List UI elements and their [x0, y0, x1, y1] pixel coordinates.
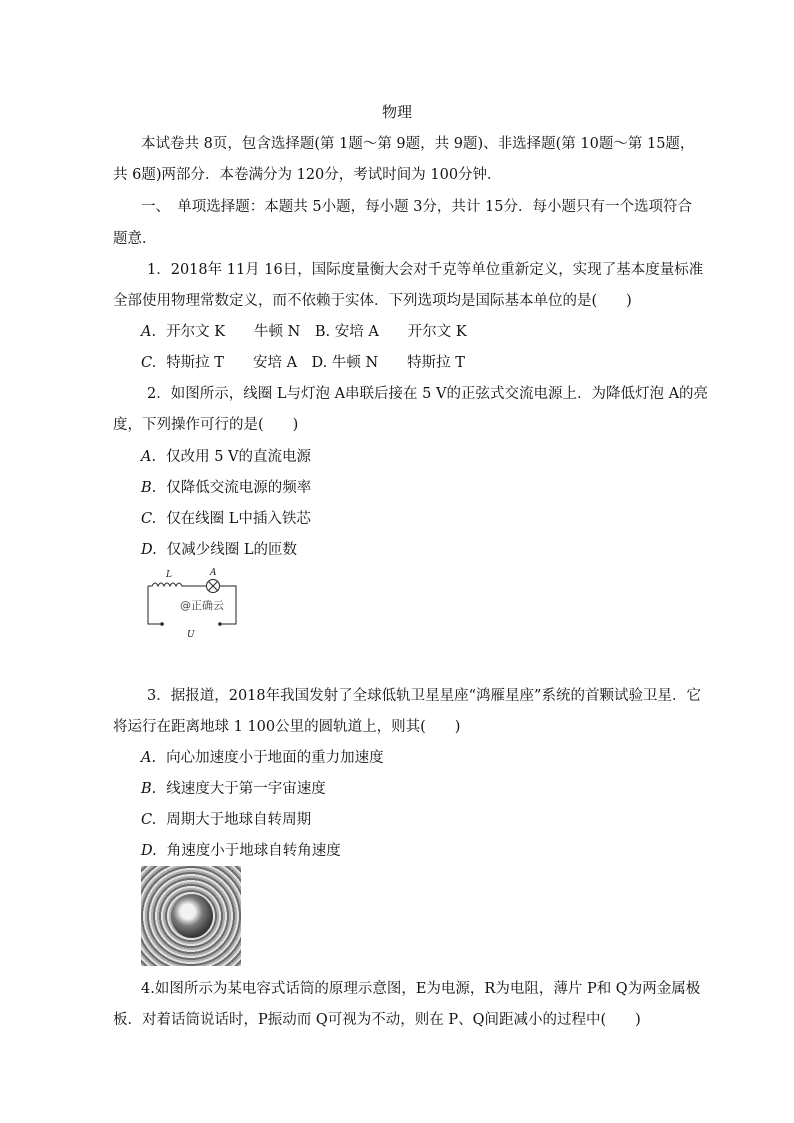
q3-option-a — [141, 748, 384, 768]
option-letter: D. — [141, 843, 157, 859]
q2-option-b — [141, 478, 311, 498]
option-text: 仅降低交流电源的频率 — [166, 480, 312, 496]
q4-stem-line-1: 4.如图所示为某电容式话筒的原理示意图，E为电源，R为电阻，薄片 P和 Q为两金属极 — [141, 981, 701, 997]
option-text: 开尔文 K 牛顿 N B. 安培 A 开尔文 K — [166, 324, 467, 340]
q2-stem-line-2: 度，下列操作可行的是( ) — [113, 417, 299, 433]
voltage-label: U — [187, 630, 195, 640]
intro-line-2: 共 6题)两部分．本卷满分为 120分，考试时间为 100分钟． — [113, 167, 502, 183]
coil-label: L — [166, 570, 172, 580]
q3-option-d — [141, 841, 341, 861]
option-text: 仅减少线圈 L的匝数 — [166, 542, 297, 558]
q3-option-c — [141, 810, 311, 830]
section-heading-line-2: 题意． — [113, 231, 157, 247]
circuit-diagram — [140, 566, 244, 642]
q1-stem-line-1: 1．2018年 11月 16日，国际度量衡大会对千克等单位重新定义，实现了基本度量标准 — [147, 262, 704, 278]
q4-stem-line-2: 板．对着话筒说话时，P振动而 Q可视为不动，则在 P、Q间距减小的过程中( ) — [113, 1012, 641, 1028]
option-text: 角速度小于地球自转角速度 — [166, 843, 341, 859]
page-title: 物理 — [381, 103, 412, 121]
option-letter: C. — [141, 511, 157, 527]
option-letter: A. — [141, 750, 157, 766]
watermark: @正确云 — [180, 599, 224, 612]
option-text: 仅改用 5 V的直流电源 — [166, 449, 312, 465]
option-text: 特斯拉 T 安培 A D. 牛顿 N 特斯拉 T — [166, 355, 465, 371]
option-letter: B. — [141, 480, 157, 496]
section-heading-line-1: 一、 单项选择题：本题共 5小题，每小题 3分，共计 15分．每小题只有一个选项符合 — [141, 199, 692, 215]
earth-core-image — [171, 894, 213, 938]
q2-option-a — [141, 447, 311, 467]
satellite-globe-image — [141, 866, 241, 966]
q2-stem-line-1: 2．如图所示，线圈 L与灯泡 A串联后接在 5 V的正弦式交流电源上．为降低灯泡 A的亮 — [147, 386, 709, 402]
option-letter: B. — [141, 781, 157, 797]
intro-line-1: 本试卷共 8页，包含选择题(第 1题～第 9题，共 9题)、非选择题(第 10题～第 15题， — [141, 136, 695, 152]
q2-option-d — [141, 540, 297, 560]
option-letter: C. — [141, 355, 157, 371]
option-letter: A. — [141, 324, 157, 340]
lamp-label: A — [210, 568, 217, 578]
option-text: 仅在线圈 L中插入铁芯 — [166, 511, 311, 527]
option-text: 向心加速度小于地面的重力加速度 — [166, 750, 384, 766]
q1-option-c — [141, 353, 465, 373]
option-text: 周期大于地球自转周期 — [166, 812, 312, 828]
q3-stem-line-2: 将运行在距离地球 1 100公里的圆轨道上，则其( ) — [113, 719, 461, 735]
q3-option-b — [141, 779, 326, 799]
option-letter: D. — [141, 542, 157, 558]
option-letter: C. — [141, 812, 157, 828]
q3-stem-line-1: 3．据报道，2018年我国发射了全球低轨卫星星座“鸿雁星座”系统的首颗试验卫星．它 — [147, 688, 701, 704]
q1-option-a — [141, 322, 467, 342]
q2-option-c — [141, 509, 311, 529]
q1-stem-line-2: 全部使用物理常数定义，而不依赖于实体．下列选项均是国际基本单位的是( ) — [113, 293, 632, 309]
option-letter: A. — [141, 449, 157, 465]
option-text: 线速度大于第一宇宙速度 — [166, 781, 326, 797]
